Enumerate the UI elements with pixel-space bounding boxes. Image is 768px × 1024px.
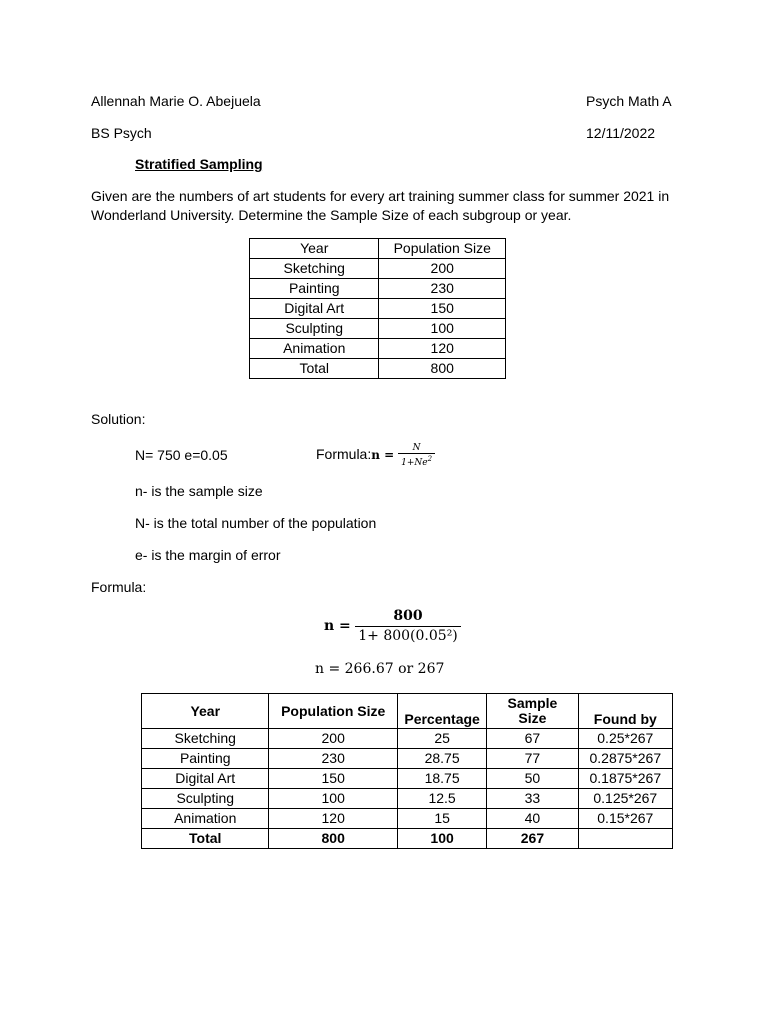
cell-found-by: 0.2875*267 [578, 749, 672, 769]
total-label: Total [142, 829, 269, 849]
table-row [250, 259, 506, 279]
intro-line-1: Given are the numbers of art students for every art training summer class for summer 2021 in [91, 188, 670, 204]
cell-population: 230 [379, 279, 506, 299]
table-total-row [142, 829, 673, 849]
header-percentage: Percentage [397, 694, 486, 729]
cell-found-by: 0.25*267 [578, 729, 672, 749]
definition-n: n- is the sample size [135, 483, 263, 499]
cell-population: 100 [269, 789, 397, 809]
sample-formula-denominator: 1+ 800(0.05²) [358, 627, 458, 644]
header-population-size: Population Size [379, 239, 506, 259]
table-row [250, 359, 506, 379]
definition-N: N- is the total number of the population [135, 515, 377, 531]
table-row [142, 769, 673, 789]
total-found-by [578, 829, 672, 849]
cell-percentage: 18.75 [397, 769, 486, 789]
table-row [250, 339, 506, 359]
given-values: N= 750 e=0.05 [135, 447, 228, 463]
total-sample-size: 267 [487, 829, 578, 849]
formula-inline [316, 437, 435, 472]
cell-percentage: 15 [397, 809, 486, 829]
cell-population: 100 [379, 319, 506, 339]
cell-population: 230 [269, 749, 397, 769]
table-row [250, 299, 506, 319]
cell-population: 200 [269, 729, 397, 749]
table-row [250, 319, 506, 339]
sample-size-table [141, 693, 673, 849]
cell-population: 120 [379, 339, 506, 359]
cell-population: 200 [379, 259, 506, 279]
cell-year: Sculpting [250, 319, 379, 339]
header-found-by: Found by [578, 694, 672, 729]
intro-line-2: Wonderland University. Determine the Sample Size of each subgroup or year. [91, 207, 572, 223]
table-row [142, 729, 673, 749]
cell-found-by: 0.15*267 [578, 809, 672, 829]
header-year: Year [142, 694, 269, 729]
cell-sample-size: 77 [487, 749, 578, 769]
cell-year: Digital Art [250, 299, 379, 319]
solution-label: Solution: [91, 411, 146, 427]
formula-fraction [398, 443, 435, 468]
course-label: BS Psych [91, 125, 152, 141]
definition-e: e- is the margin of error [135, 547, 281, 563]
cell-percentage: 12.5 [397, 789, 486, 809]
cell-sample-size: 33 [487, 789, 578, 809]
sample-size-formula [324, 605, 461, 647]
table-header-row [142, 694, 673, 729]
cell-year: Digital Art [142, 769, 269, 789]
table-row [142, 809, 673, 829]
table-row [250, 279, 506, 299]
cell-year: Animation [142, 809, 269, 829]
cell-population: 150 [269, 769, 397, 789]
cell-year: Sketching [250, 259, 379, 279]
cell-population: 120 [269, 809, 397, 829]
header-population-size: Population Size [269, 694, 397, 729]
formula-lhs: n = [371, 448, 395, 462]
cell-year: Animation [250, 339, 379, 359]
table-header-row [250, 239, 506, 259]
cell-percentage: 25 [397, 729, 486, 749]
page-title: Stratified Sampling [135, 156, 263, 172]
header-year: Year [250, 239, 379, 259]
cell-year: Total [250, 359, 379, 379]
sample-size-result: n = 266.67 or 267 [315, 661, 445, 677]
table-row [142, 749, 673, 769]
formula-numerator: N [398, 443, 435, 454]
cell-percentage: 28.75 [397, 749, 486, 769]
formula-denominator-base: 1+Ne [401, 457, 428, 468]
cell-sample-size: 50 [487, 769, 578, 789]
total-population: 800 [269, 829, 397, 849]
sample-formula-lhs: n = [324, 618, 351, 634]
formula-label: Formula: [316, 446, 372, 462]
sample-formula-fraction [355, 607, 461, 646]
formula-section-label: Formula: [91, 579, 147, 595]
total-percentage: 100 [397, 829, 486, 849]
date-label: 12/11/2022 [586, 125, 656, 141]
header-sample-size-text: Sample Size [507, 695, 558, 726]
cell-sample-size: 67 [487, 729, 578, 749]
population-table [249, 238, 506, 379]
subject-label: Psych Math A [586, 93, 672, 109]
table-row [142, 789, 673, 809]
cell-found-by: 0.125*267 [578, 789, 672, 809]
sample-formula-numerator: 800 [355, 607, 461, 627]
cell-year: Sculpting [142, 789, 269, 809]
formula-denominator [398, 454, 435, 468]
cell-population: 800 [379, 359, 506, 379]
formula-exponent: 2 [427, 454, 433, 463]
cell-year: Sketching [142, 729, 269, 749]
cell-found-by: 0.1875*267 [578, 769, 672, 789]
header-sample-size [487, 694, 578, 729]
cell-sample-size: 40 [487, 809, 578, 829]
author-name: Allennah Marie O. Abejuela [91, 93, 261, 109]
cell-year: Painting [250, 279, 379, 299]
cell-year: Painting [142, 749, 269, 769]
cell-population: 150 [379, 299, 506, 319]
